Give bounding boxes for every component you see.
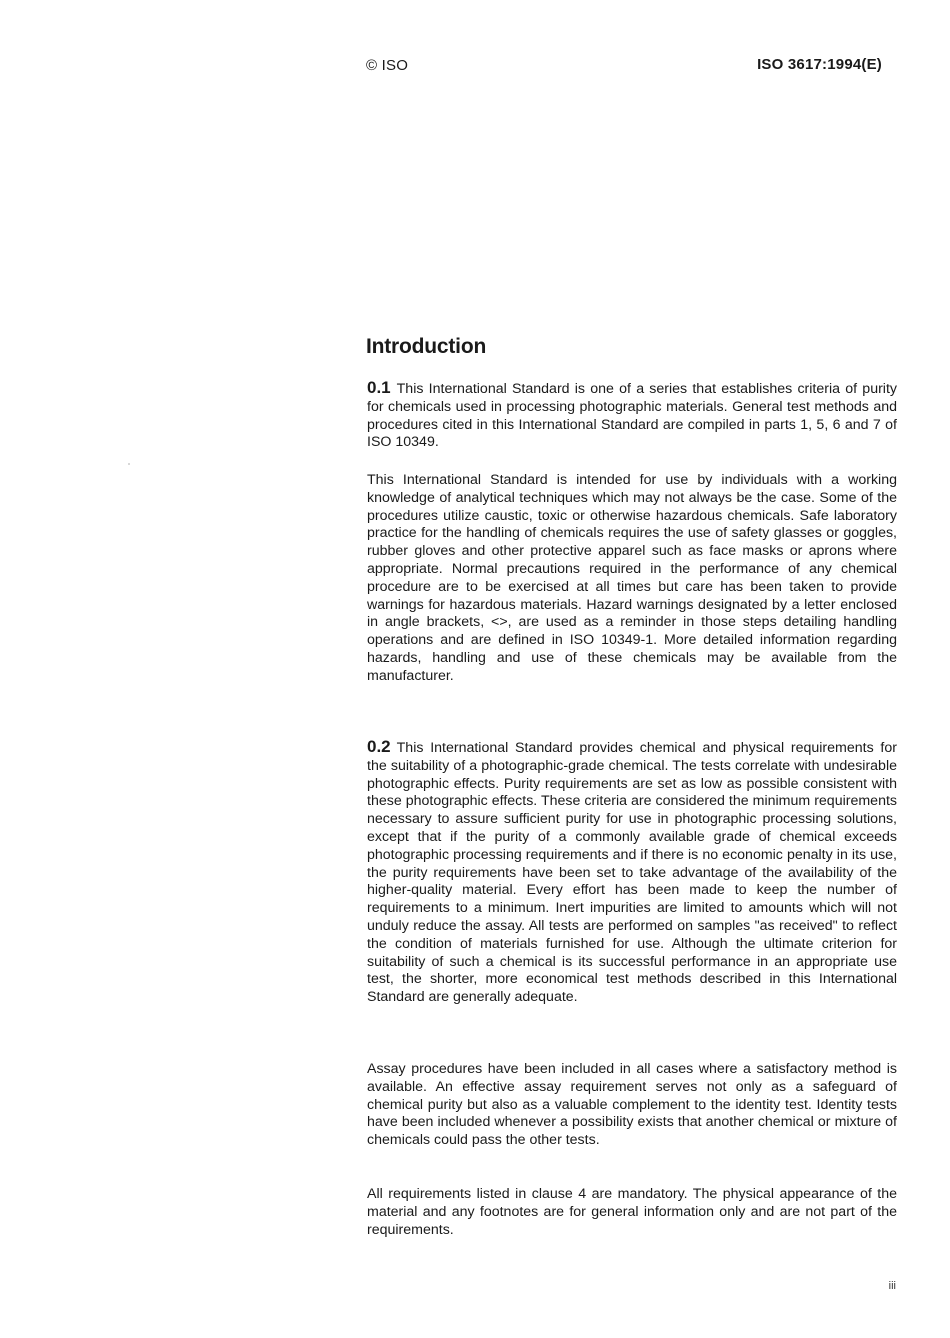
clause-number: 0.1 xyxy=(367,378,391,397)
clause-0-2-paragraph xyxy=(367,738,897,1007)
page-number: iii xyxy=(888,1280,896,1292)
clause-number: 0.2 xyxy=(367,737,391,756)
section-title: Introduction xyxy=(366,335,487,358)
clause-0-1-paragraph xyxy=(367,379,897,452)
clause-0-1-paragraph-2: This International Standard is intended for use by individuals with a working knowledge of analytical techniques which may not always be the case. Some of the procedures utilize caustic, toxic or otherwise hazardous chemicals. Safe laboratory practice for the handling of chemicals requires the use of safety glasses or goggles, rubber gloves and other protective apparel such as face masks or aprons where appropriate. Normal precautions required in the performance of any chemical procedure are to be exercised at all times but care has been taken to provide warnings for hazardous materials. Hazard warnings designated by a letter enclosed in angle brackets, <>, are used as a reminder in those steps detailing handling operations and are defined in ISO 10349-1. More detailed information regarding hazards, handling and use of these chemicals may be available from the manufacturer. xyxy=(367,472,897,684)
clause-0-2-paragraph-3: All requirements listed in clause 4 are mandatory. The physical appearance of the material and any footnotes are for general information only and are not part of the requirements. xyxy=(367,1186,897,1238)
clause-0-2-paragraph-2: Assay procedures have been included in all cases where a satisfactory method is available. An effective assay requirement serves not only as a safeguard of chemical purity but also as a valuable complement to the identity test. Identity tests have been included whenever a possibility exists that another chemical or mixture of chemicals could pass the other tests. xyxy=(367,1061,897,1149)
scan-speck xyxy=(128,463,130,465)
copyright-header: © ISO xyxy=(366,57,409,74)
clause-text: This International Standard provides chemical and physical requirements for the suitability of a photographic-grade chemical. The tests correlate with undesirable photographic effects. Purity requirements are set as low as possible consistent with these photographic effects. These criteria are considered the minimum requirements necessary to assure sufficient purity for use in photographic processing solutions, except that if the purity of a commonly available grade of chemical exceeds photographic processing requirements and if there is no economic penalty in its use, the purity requirements have been set to take advantage of the availability of the higher-quality material. Every effort has been made to keep the number of requirements to a minimum. Inert impurities are limited to amounts which will not unduly reduce the assay. All tests are performed on samples "as received" to reflect the condition of materials furnished for use. Although the ultimate criterion for suitability of such a chemical is its successful performance in an appropriate use test, the shorter, more economical test methods described in this International Standard are generally adequate. xyxy=(367,740,897,1006)
clause-text: This International Standard is one of a series that establishes criteria of purity for chemicals used in processing photographic materials. General test methods and procedures cited in this International Standard are compiled in parts 1, 5, 6 and 7 of ISO 10349. xyxy=(367,381,897,451)
standard-number-header: ISO 3617:1994(E) xyxy=(757,56,882,73)
